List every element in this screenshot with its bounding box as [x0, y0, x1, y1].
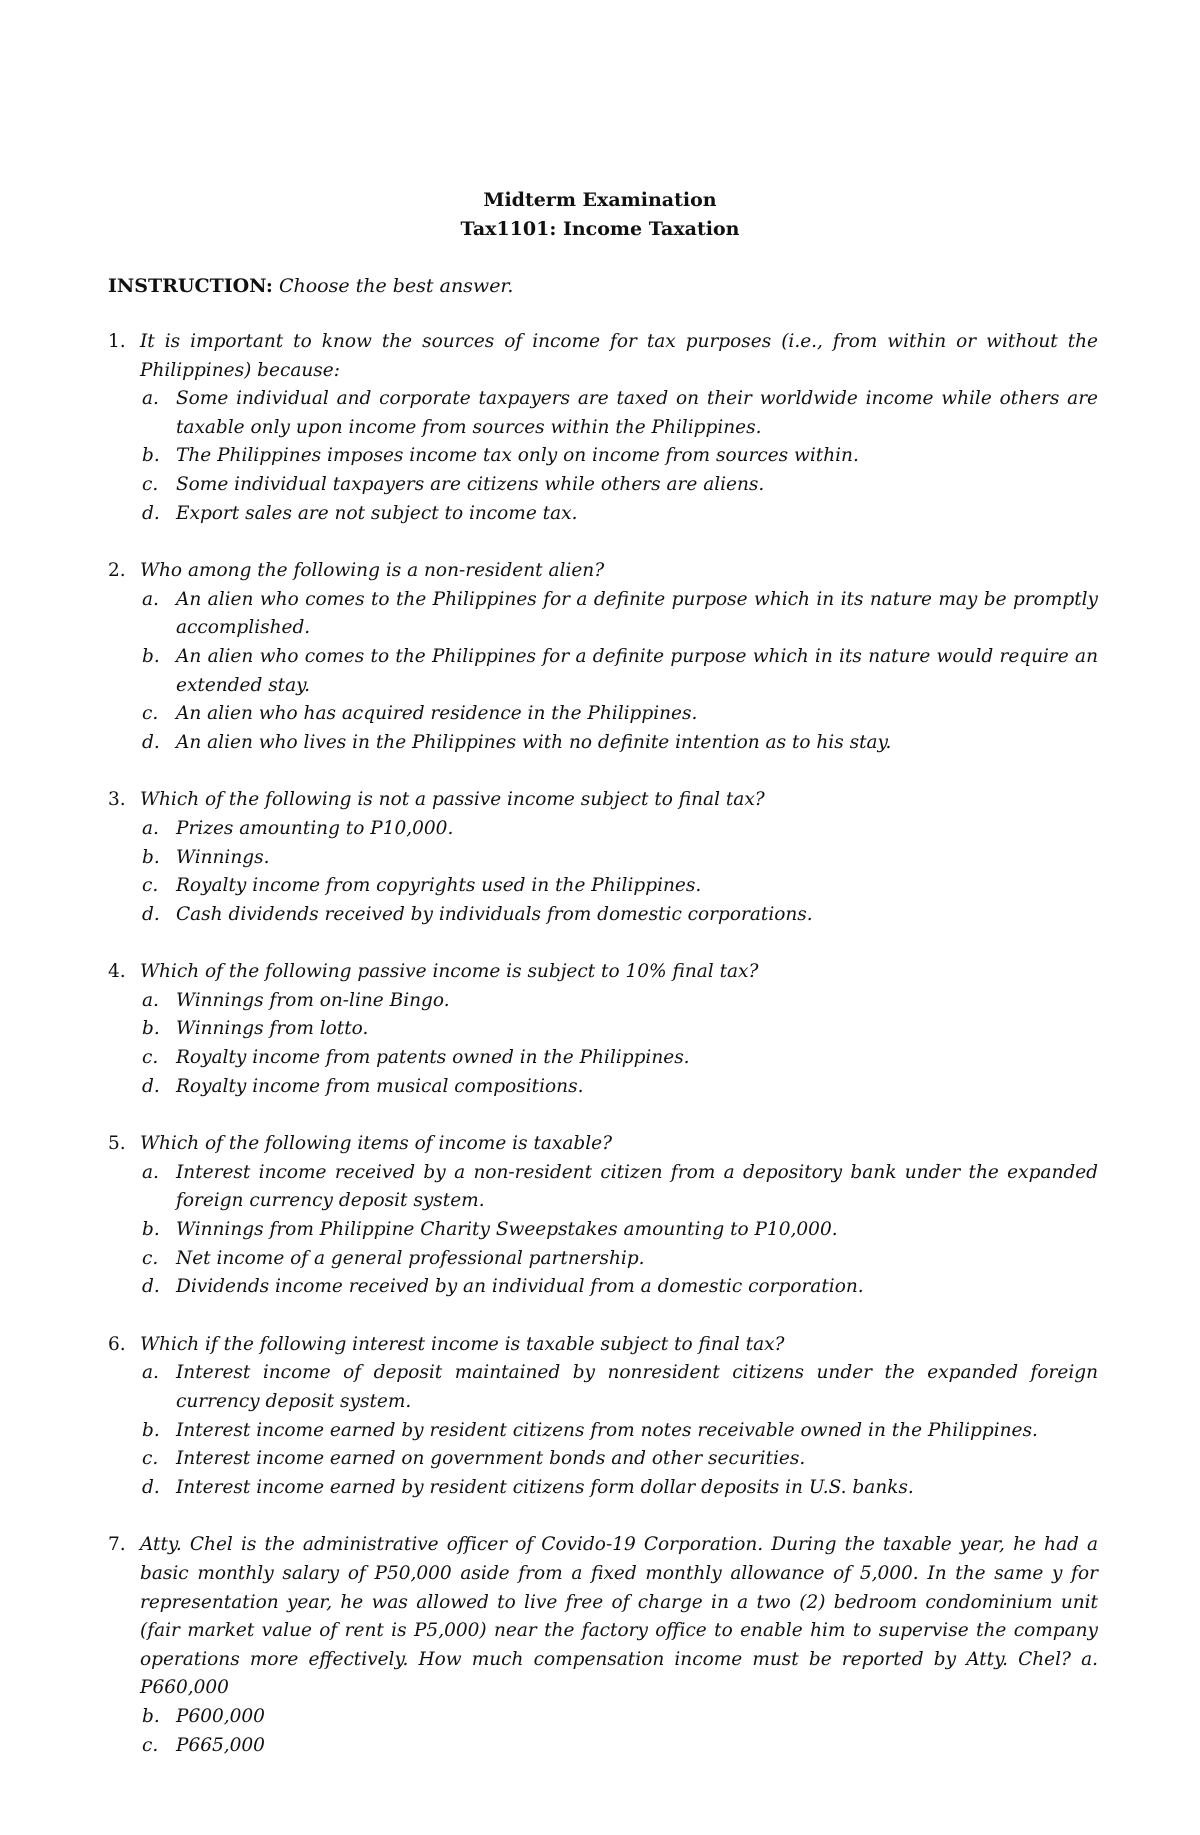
- answer-option: [142, 1015, 1098, 1044]
- answer-option: [142, 815, 1098, 844]
- answer-option: [142, 586, 1098, 643]
- option-letter: c.: [142, 1448, 159, 1470]
- answer-option: [142, 1417, 1098, 1446]
- answer-option: [142, 1474, 1098, 1503]
- option-letter: d.: [142, 1075, 160, 1097]
- answer-option: [142, 700, 1098, 729]
- option-text: Interest income of deposit maintained by nonresident citizens under the expanded foreign currency deposit system.: [176, 1362, 1098, 1412]
- option-letter: a.: [142, 989, 159, 1011]
- question-text: Which of the following is not a passive income subject to final tax?: [140, 789, 765, 811]
- option-text: Royalty income from copyrights used in the Philippines.: [176, 875, 702, 897]
- option-text: Winnings from on-line Bingo.: [176, 989, 450, 1011]
- instruction: [108, 272, 513, 300]
- answer-option: [142, 1732, 1098, 1761]
- question-number: 7.: [108, 1534, 126, 1556]
- answer-option: [142, 1245, 1098, 1274]
- option-letter: c.: [142, 473, 159, 495]
- answer-option: [142, 872, 1098, 901]
- option-letter: d.: [142, 1276, 160, 1298]
- option-text: P665,000: [176, 1734, 265, 1756]
- option-text: An alien who comes to the Philippines for a definite purpose which in its nature may be promptly accomplished.: [176, 588, 1098, 639]
- option-letter: b.: [142, 445, 160, 467]
- question-list: [108, 328, 1098, 1789]
- option-letter: a.: [142, 1362, 159, 1384]
- option-text: Dividends income received by an individual from a domestic corporation.: [176, 1276, 864, 1298]
- answer-option: [142, 1273, 1098, 1302]
- option-text: Some individual and corporate taxpayers are taxed on their worldwide income while others are taxable only upon income from sources within the Philippines.: [176, 388, 1098, 438]
- option-text: Royalty income from patents owned in the Philippines.: [176, 1047, 690, 1069]
- question-number: 1.: [108, 331, 126, 352]
- option-text: Export sales are not subject to income tax.: [176, 502, 578, 524]
- answer-options: [142, 1359, 1098, 1502]
- option-text: Cash dividends received by individuals from domestic corporations.: [176, 903, 813, 925]
- course-title: Tax1101: Income Taxation: [460, 218, 740, 240]
- answer-options: [142, 1159, 1098, 1302]
- option-text: An alien who has acquired residence in the Philippines.: [176, 703, 698, 725]
- instruction-text: Choose the best answer.: [278, 275, 514, 297]
- option-letter: b.: [142, 645, 160, 667]
- option-letter: d.: [142, 903, 160, 925]
- question-item: [108, 557, 1098, 757]
- answer-option: [142, 729, 1098, 758]
- option-letter: b.: [142, 1419, 160, 1441]
- answer-option: [142, 442, 1098, 471]
- question-text: Which of the following items of income is taxable?: [140, 1133, 613, 1155]
- question-item: [108, 328, 1098, 528]
- option-letter: b.: [142, 1219, 160, 1241]
- option-text: Interest income earned on government bonds and other securities.: [176, 1448, 806, 1470]
- question-text: It is important to know the sources of income for tax purposes (i.e., from within or without the Philippines) because:: [140, 331, 1098, 381]
- question-number: 6.: [108, 1333, 126, 1355]
- answer-option: [142, 471, 1098, 500]
- option-letter: d.: [142, 1476, 160, 1498]
- option-text: Some individual taxpayers are citizens while others are aliens.: [176, 473, 765, 495]
- instruction-label: INSTRUCTION:: [108, 275, 273, 297]
- option-text: Winnings from Philippine Charity Sweepstakes amounting to P10,000.: [176, 1219, 838, 1241]
- answer-option: [142, 500, 1098, 529]
- option-text: Winnings.: [176, 846, 270, 868]
- exam-title: Midterm Examination: [483, 189, 717, 211]
- answer-option: [142, 1703, 1098, 1732]
- question-text: Which if the following interest income is taxable subject to final tax?: [140, 1333, 785, 1355]
- answer-options: [142, 815, 1098, 929]
- option-letter: b.: [142, 846, 160, 868]
- answer-options: [142, 586, 1098, 758]
- question-number: 5.: [108, 1133, 126, 1155]
- answer-option: [142, 1216, 1098, 1245]
- question-item: [108, 1130, 1098, 1302]
- option-letter: c.: [142, 1247, 159, 1269]
- answer-option: [142, 1359, 1098, 1416]
- question-text: Atty. Chel is the administrative officer of Covido-19 Corporation. During the taxable year, he had a basic monthly salary of P50,000 aside from a fixed monthly allowance of 5,000. In the same y for representation year, he was allowed to live free of charge in a two (2) bedroom condominium unit (fair market value of rent is P5,000) near the factory office to enable him to supervise the company operations more effectively. How much compensation income must be reported by Atty. Chel? a. P660,000: [140, 1534, 1098, 1699]
- option-text: Net income of a general professional partnership.: [176, 1247, 645, 1269]
- option-text: Interest income earned by resident citizens from notes receivable owned in the Philippines.: [176, 1419, 1038, 1441]
- option-text: An alien who comes to the Philippines for a definite purpose which in its nature would require an extended stay.: [176, 645, 1098, 696]
- question-number: 4.: [108, 961, 126, 983]
- question-text: Which of the following passive income is subject to 10% final tax?: [140, 961, 759, 983]
- answer-options: [142, 385, 1098, 528]
- answer-options: [142, 987, 1098, 1101]
- option-text: Interest income earned by resident citizens form dollar deposits in U.S. banks.: [176, 1476, 914, 1498]
- option-letter: a.: [142, 388, 159, 410]
- option-letter: a.: [142, 588, 159, 610]
- answer-options: [142, 1703, 1098, 1760]
- question-item: [108, 958, 1098, 1101]
- option-letter: a.: [142, 1161, 159, 1183]
- option-letter: c.: [142, 703, 159, 725]
- answer-option: [142, 643, 1098, 700]
- option-letter: d.: [142, 502, 160, 524]
- answer-option: [142, 844, 1098, 873]
- answer-option: [142, 901, 1098, 930]
- option-text: An alien who lives in the Philippines with no definite intention as to his stay.: [176, 731, 892, 753]
- option-text: Winnings from lotto.: [176, 1018, 369, 1040]
- option-letter: b.: [142, 1705, 160, 1727]
- option-text: The Philippines imposes income tax only on income from sources within.: [176, 445, 859, 467]
- answer-option: [142, 1044, 1098, 1073]
- answer-option: [142, 385, 1098, 442]
- answer-option: [142, 1445, 1098, 1474]
- option-letter: c.: [142, 875, 159, 897]
- answer-option: [142, 1159, 1098, 1216]
- question-text: Who among the following is a non-resident alien?: [140, 560, 605, 582]
- option-letter: c.: [142, 1047, 159, 1069]
- option-letter: b.: [142, 1018, 160, 1040]
- option-letter: c.: [142, 1734, 159, 1756]
- option-text: P600,000: [176, 1705, 265, 1727]
- answer-option: [142, 987, 1098, 1016]
- question-number: 3.: [108, 789, 126, 811]
- question-item: [108, 1531, 1098, 1760]
- option-text: Royalty income from musical compositions.: [176, 1075, 584, 1097]
- exam-header: [0, 186, 1200, 244]
- question-item: [108, 786, 1098, 929]
- question-item: [108, 1331, 1098, 1503]
- option-text: Interest income received by a non-resident citizen from a depository bank under the expanded foreign currency deposit system.: [176, 1161, 1098, 1212]
- answer-option: [142, 1073, 1098, 1102]
- question-number: 2.: [108, 560, 126, 582]
- option-letter: d.: [142, 731, 160, 753]
- option-text: Prizes amounting to P10,000.: [176, 817, 454, 839]
- option-letter: a.: [142, 817, 159, 839]
